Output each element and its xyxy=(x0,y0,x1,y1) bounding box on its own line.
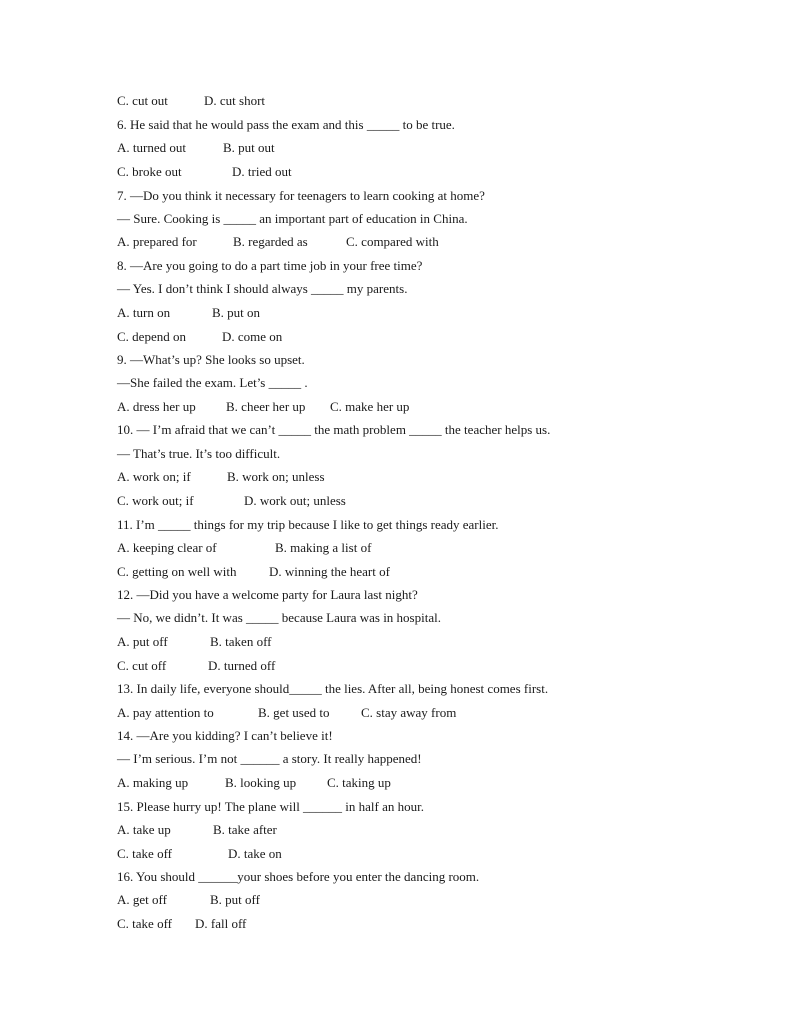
option-a: A. keeping clear of xyxy=(117,540,217,555)
option-d: D. turned off xyxy=(208,658,276,673)
option-b: B. put off xyxy=(210,892,260,907)
option-d: D. work out; unless xyxy=(244,493,346,508)
option-c: C. compared with xyxy=(346,234,439,249)
option-b: B. looking up xyxy=(225,775,297,790)
option-a: A. turn on xyxy=(117,305,171,320)
option-line xyxy=(117,822,277,838)
question-16: 16. You should ______your shoes before you enter the dancing room. xyxy=(117,869,480,884)
question-15: 15. Please hurry up! The plane will ______ in half an hour. xyxy=(117,799,425,814)
question-14-answer: — I’m serious. I’m not ______ a story. It really happened! xyxy=(117,751,422,766)
question-8: 8. —Are you going to do a part time job in your free time? xyxy=(117,258,423,273)
option-line xyxy=(117,658,276,674)
option-b: B. making a list of xyxy=(275,540,372,555)
option-c: C. taking up xyxy=(327,775,391,790)
option-a: A. dress her up xyxy=(117,399,196,414)
option-line xyxy=(117,469,325,485)
option-c: C. make her up xyxy=(330,399,410,414)
option-line xyxy=(117,775,391,791)
question-10: 10. — I’m afraid that we can’t _____ the math problem _____ the teacher helps us. xyxy=(117,422,551,437)
option-a: A. prepared for xyxy=(117,234,197,249)
question-7-answer: — Sure. Cooking is _____ an important part of education in China. xyxy=(117,211,468,226)
option-a: A. turned out xyxy=(117,140,186,155)
option-b: B. get used to xyxy=(258,705,330,720)
option-c: C. cut off xyxy=(117,658,167,673)
option-c: C. stay away from xyxy=(361,705,457,720)
option-c: C. cut out xyxy=(117,93,168,108)
question-9: 9. —What’s up? She looks so upset. xyxy=(117,352,305,367)
question-11: 11. I’m _____ things for my trip because I like to get things ready earlier. xyxy=(117,517,499,532)
option-line xyxy=(117,305,261,321)
question-6: 6. He said that he would pass the exam and this _____ to be true. xyxy=(117,117,455,132)
option-c: C. depend on xyxy=(117,329,186,344)
question-13: 13. In daily life, everyone should_____ the lies. After all, being honest comes first. xyxy=(117,681,549,696)
question-14: 14. —Are you kidding? I can’t believe it! xyxy=(117,728,333,743)
option-a: A. put off xyxy=(117,634,168,649)
option-b: B. taken off xyxy=(210,634,272,649)
option-b: B. cheer her up xyxy=(226,399,306,414)
option-d: D. take on xyxy=(228,846,282,861)
option-line xyxy=(117,892,260,908)
option-line xyxy=(117,634,272,650)
question-9-answer: —She failed the exam. Let’s _____ . xyxy=(117,375,308,390)
option-c: C. take off xyxy=(117,916,172,931)
option-d: D. fall off xyxy=(195,916,247,931)
option-b: B. work on; unless xyxy=(227,469,325,484)
option-line xyxy=(117,846,282,862)
option-b: B. put on xyxy=(212,305,261,320)
option-d: D. come on xyxy=(222,329,283,344)
option-line xyxy=(117,916,247,932)
option-d: D. tried out xyxy=(232,164,292,179)
option-c: C. broke out xyxy=(117,164,182,179)
option-a: A. making up xyxy=(117,775,189,790)
option-a: A. pay attention to xyxy=(117,705,214,720)
option-line xyxy=(117,329,283,345)
option-line xyxy=(117,93,266,109)
option-b: B. put out xyxy=(223,140,275,155)
option-a: A. work on; if xyxy=(117,469,191,484)
question-12: 12. —Did you have a welcome party for Laura last night? xyxy=(117,587,418,602)
option-d: D. winning the heart of xyxy=(269,564,390,579)
option-c: C. take off xyxy=(117,846,172,861)
option-b: B. take after xyxy=(213,822,277,837)
question-12-answer: — No, we didn’t. It was _____ because Laura was in hospital. xyxy=(117,610,441,625)
option-b: B. regarded as xyxy=(233,234,308,249)
option-line xyxy=(117,164,292,180)
option-c: C. work out; if xyxy=(117,493,194,508)
question-8-answer: — Yes. I don’t think I should always _____ my parents. xyxy=(117,281,408,296)
option-line xyxy=(117,140,275,156)
option-a: A. get off xyxy=(117,892,167,907)
option-line xyxy=(117,564,390,580)
question-7: 7. —Do you think it necessary for teenagers to learn cooking at home? xyxy=(117,188,485,203)
option-line xyxy=(117,399,410,415)
option-line xyxy=(117,705,457,721)
option-line xyxy=(117,234,439,250)
option-c: C. getting on well with xyxy=(117,564,237,579)
option-line xyxy=(117,540,372,556)
option-line xyxy=(117,493,346,509)
option-a: A. take up xyxy=(117,822,171,837)
option-d: D. cut short xyxy=(204,93,266,108)
question-10-answer: — That’s true. It’s too difficult. xyxy=(117,446,281,461)
